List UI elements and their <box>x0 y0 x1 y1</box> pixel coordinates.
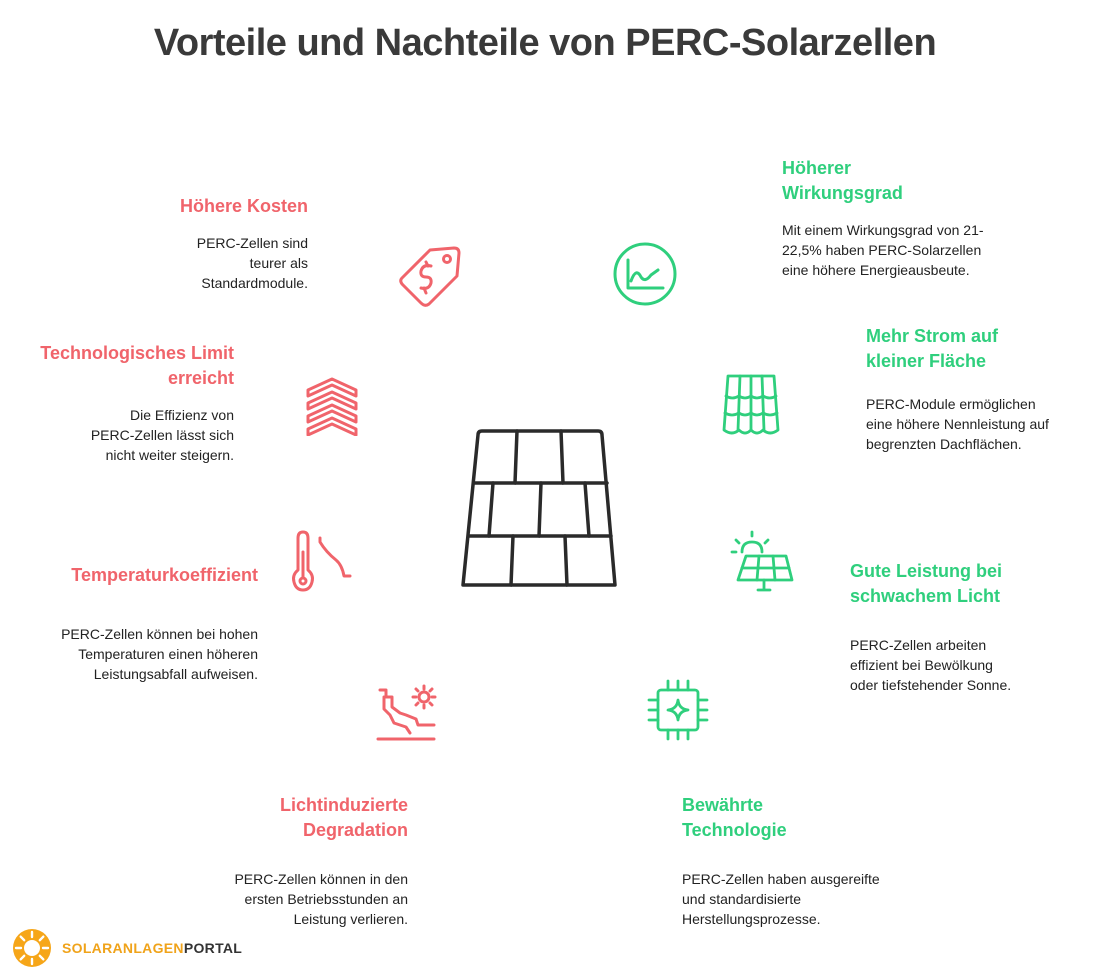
roof-tiles-icon <box>720 374 782 436</box>
chart-circle-icon <box>612 241 678 307</box>
disadvantage-text: PERC-Zellen können in den ersten Betriebsstunden an Leistung verlieren. <box>234 871 408 927</box>
disadvantage-text: PERC-Zellen können bei hohen Temperaturen einen höheren Leistungsabfall aufweisen. <box>61 626 258 682</box>
disadvantage-title: Lichtinduzierte Degradation <box>279 795 408 840</box>
disadvantage-title: Temperaturkoeffizient <box>71 565 258 585</box>
advantage-title: Bewährte Technologie <box>682 795 787 840</box>
disadvantage-title: Höhere Kosten <box>179 196 308 216</box>
sun-logo-icon <box>12 928 52 968</box>
advantage-text: PERC-Zellen arbeiten effizient bei Bewölkung oder tiefstehender Sonne. <box>850 637 1012 693</box>
disadvantage-light-induced-degradation <box>234 793 408 929</box>
chevrons-up-icon <box>304 376 360 436</box>
disadvantage-text: PERC-Zellen sind teurer als Standardmodule. <box>196 235 308 291</box>
solar-panel-icon <box>455 425 621 591</box>
disadvantage-text: Die Effizienz von PERC-Zellen lässt sich nicht weiter steigern. <box>90 407 234 463</box>
thermometer-icon <box>290 530 356 594</box>
advantage-more-power-small-area <box>866 324 1049 454</box>
disadvantage-temperature-coefficient <box>61 563 258 684</box>
solar-panel-sun-icon <box>728 530 794 596</box>
advantage-text: PERC-Zellen haben ausgereifte und standardisierte Herstellungsprozesse. <box>682 871 880 927</box>
price-tag-icon <box>396 244 466 310</box>
page-title: Vorteile und Nachteile von PERC-Solarzellen <box>153 22 937 64</box>
advantage-text: PERC-Module ermöglichen eine höhere Nennleistung auf begrenzten Dachflächen. <box>866 396 1049 452</box>
advantage-low-light-performance <box>850 559 1011 695</box>
advantage-title: Gute Leistung bei schwachem Licht <box>850 561 1003 606</box>
advantage-title: Höherer Wirkungsgrad <box>782 158 903 203</box>
disadvantage-higher-costs <box>180 194 308 293</box>
disadvantage-technological-limit <box>40 341 234 465</box>
brand-logo <box>12 926 242 970</box>
advantage-text: Mit einem Wirkungsgrad von 21- 22,5% haben PERC-Solarzellen eine höhere Energieausbeute. <box>782 222 984 278</box>
brand-name: SOLARANLAGENPORTAL <box>62 940 243 956</box>
eroded-cliff-sun-icon <box>376 683 442 743</box>
advantage-title: Mehr Strom auf kleiner Fläche <box>866 326 999 371</box>
disadvantage-title: Technologisches Limit erreicht <box>40 343 234 388</box>
processor-chip-icon <box>646 678 710 742</box>
advantage-proven-technology <box>682 793 880 929</box>
advantage-higher-efficiency <box>782 156 984 280</box>
